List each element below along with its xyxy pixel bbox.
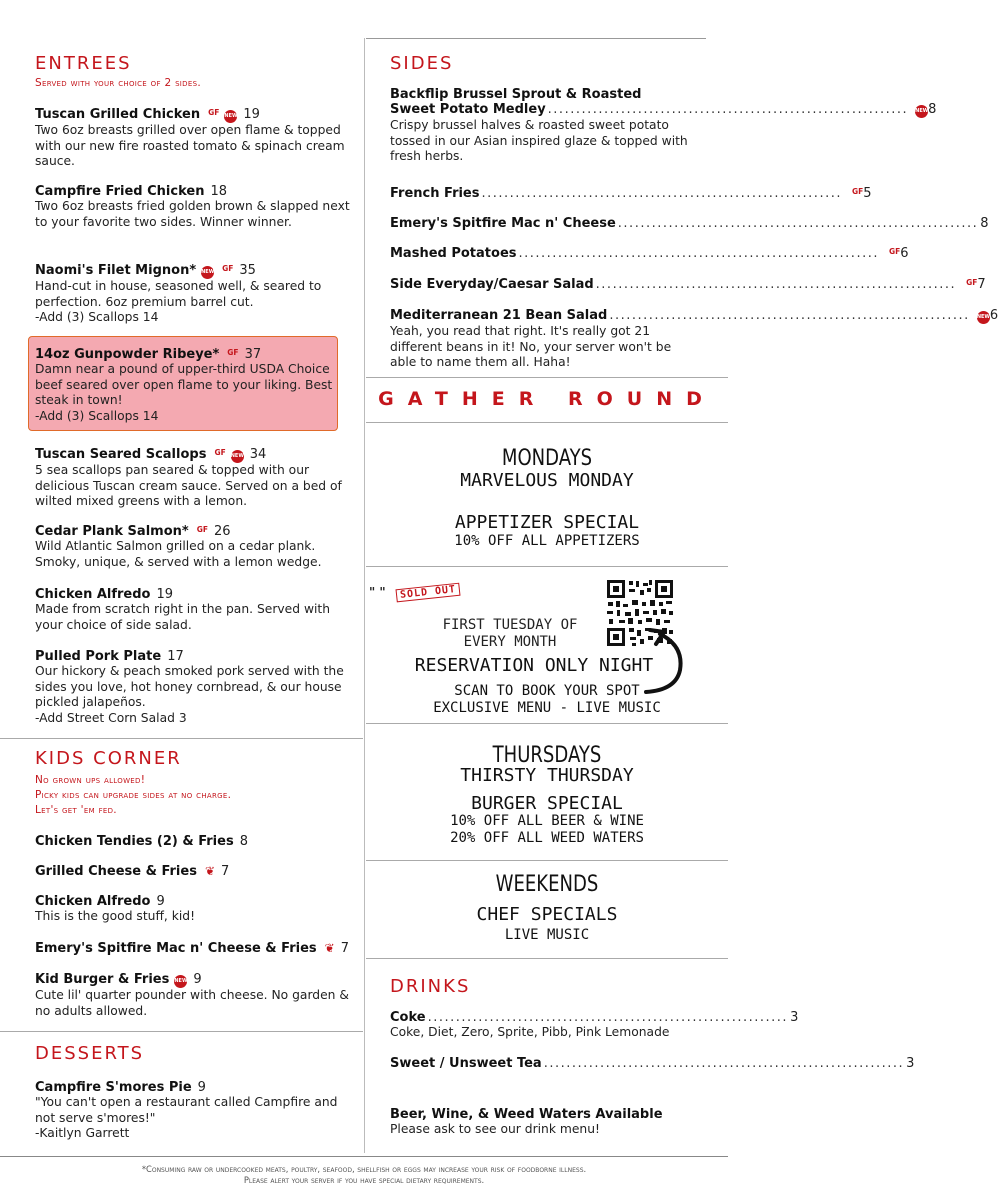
gf-tag: GF (222, 264, 234, 273)
gf-tag: GF (888, 247, 901, 256)
side-item: Emery's Spitfire Mac n' Cheese ................................................................ 8 (390, 216, 989, 231)
footer-divider (0, 1156, 728, 1157)
thursdays-special: BURGER SPECIAL (471, 793, 623, 814)
mondays-detail: 10% OFF ALL APPETIZERS (454, 533, 640, 549)
drinks-note: Beer, Wine, & Weed Waters Available Please ask to see our drink menu! (390, 1107, 663, 1136)
kids-item: Emery's Spitfire Mac n' Cheese & Fries ❦ 7 (35, 941, 349, 956)
kids-item: Grilled Cheese & Fries ❦ 7 (35, 864, 230, 879)
entree-item: Tuscan Seared Scallops GF NEW 34 5 sea scallops pan seared & topped with our delicious Tuscan cream sauce. Served on a bed of wilted mixed greens with a lemon. (35, 447, 342, 508)
side-item: Mashed Potatoes ................................................................ $^{GF}$ 6 (390, 246, 909, 261)
divider (0, 738, 363, 739)
kids-item: Chicken Alfredo 9 This is the good stuff, kid! (35, 894, 196, 923)
drink-item: Sweet / Unsweet Tea ................................................................ 3 (390, 1056, 915, 1071)
weekends-name: CHEF SPECIALS (476, 904, 618, 925)
gf-tag: GF (227, 348, 239, 357)
divider (366, 566, 728, 567)
pepper-icon: ❦ (324, 941, 335, 955)
thursdays-name: THIRSTY THURSDAY (460, 765, 634, 786)
mondays-heading: MONDAYS (501, 446, 593, 471)
new-badge-icon: NEW (224, 110, 237, 123)
new-badge-icon: NEW (915, 105, 928, 118)
tuesday-line4: SCAN TO BOOK YOUR SPOT (454, 683, 640, 699)
top-rule (366, 38, 706, 39)
gf-tag: GF (214, 448, 226, 457)
new-badge-icon: NEW (201, 266, 214, 279)
mondays-name: MARVELOUS MONDAY (460, 470, 634, 491)
entree-item: 14oz Gunpowder Ribeye* GF 37 Damn near a pound of upper-third USDA Choice beef seared over open flame to your liking. Best steak in town! -Add (3) Scallops 14 (35, 347, 333, 423)
entree-item: Chicken Alfredo 19 Made from scratch right in the pan. Served with your choice of side salad. (35, 587, 331, 632)
gather-round-title: GATHER ROUND (378, 388, 716, 410)
leader-dots: ................................................................ (427, 1010, 789, 1025)
gf-tag: GF (966, 278, 978, 287)
divider (366, 422, 728, 423)
kids-subtitle-2: Picky kids can upgrade sides at no charge. (35, 789, 232, 801)
entree-item: Pulled Pork Plate 17 Our hickory & peach smoked pork served with the sides you love, hot honey cornbread, & our house pickled jalapeños. -Add Street Corn Salad 3 (35, 649, 344, 725)
leader-dots: ................................................................ (595, 277, 957, 292)
gf-tag: GF (208, 108, 220, 117)
side-item: Mediterranean 21 Bean Salad ................................................................ NEW 6 Yeah, you read that right. It's really got 21 different beans in it! No, your server won't be able to name them all. Haha! (390, 308, 998, 369)
kids-title: KIDS CORNER (35, 748, 182, 769)
new-badge-icon: NEW (231, 450, 244, 463)
leader-dots: ................................................................ (547, 102, 909, 117)
gf-tag: GF (851, 187, 864, 196)
sides-title: SIDES (390, 53, 454, 74)
entree-item: Cedar Plank Salmon* GF 26 Wild Atlantic Salmon grilled on a cedar plank. Smoky, unique, & served with a lemon wedge. (35, 524, 322, 569)
leader-dots: ................................................................ (518, 246, 879, 261)
new-badge-icon: NEW (174, 975, 187, 988)
tuesday-line3: RESERVATION ONLY NIGHT (414, 655, 654, 676)
kids-subtitle-3: Let's get 'em fed. (35, 804, 117, 816)
thursdays-detail1: 10% OFF ALL BEER & WINE (450, 813, 644, 829)
kids-item: Kid Burger & Fries NEW 9 Cute lil' quarter pounder with cheese. No garden & no adults allowed. (35, 972, 349, 1018)
gf-tag: GF (196, 525, 208, 534)
divider (366, 958, 728, 959)
divider (366, 723, 728, 724)
leader-dots: ................................................................ (617, 216, 979, 231)
weekends-detail: LIVE MUSIC (504, 927, 590, 943)
tuesday-line1: FIRST TUESDAY OF (442, 617, 578, 633)
kids-item: Chicken Tendies (2) & Fries 8 (35, 834, 248, 849)
divider (0, 1031, 363, 1032)
entree-item: Tuscan Grilled Chicken GF NEW 19 Two 6oz breasts grilled over open flame & topped with our new fire roasted tomato & spinach cream sauce. (35, 107, 345, 168)
column-divider (364, 38, 365, 1153)
side-item: Backflip Brussel Sprout & Roasted Sweet Potato Medley ................................................................ NEW 8 Crispy brussel halves & roasted sweet potato tossed in our Asian inspired glaze & topped with fresh herbs. (390, 87, 937, 163)
drink-item: Coke ................................................................ 3 Coke, Diet, Zero, Sprite, Pibb, Pink Lemonade (390, 1010, 799, 1039)
kids-subtitle-1: No grown ups allowed! (35, 774, 146, 786)
side-item: French Fries ................................................................ $^{GF}$ 5 (390, 186, 872, 201)
sold-out-stamp: SOLD OUT (395, 583, 460, 603)
drinks-title: DRINKS (390, 976, 471, 997)
entrees-title: ENTREES (35, 53, 132, 74)
entrees-subtitle: Served with your choice of 2 sides. (35, 77, 201, 89)
divider (366, 377, 728, 378)
footer-disclaimer: *Consuming raw or undercooked meats, poultry, seafood, shellfish or eggs may increase your risk of foodborne illness. Please alert your server if you have special dietary requirements. (141, 1164, 587, 1185)
new-badge-icon: NEW (977, 311, 990, 324)
pepper-icon: ❦ (204, 864, 216, 878)
tuesday-line5: EXCLUSIVE MENU - LIVE MUSIC (433, 700, 661, 716)
leader-dots: ................................................................ (609, 308, 970, 323)
tuesday-line2: EVERY MONTH (463, 634, 557, 650)
entree-item: Naomi's Filet Mignon* NEW GF 35 Hand-cut in house, seasoned well, & seared to perfection. 6oz premium barrel cut. -Add (3) Scallops 14 (35, 263, 322, 324)
leader-dots: ................................................................ (481, 186, 842, 201)
desserts-title: DESSERTS (35, 1043, 145, 1064)
tuesday-quote: " " (369, 585, 386, 599)
weekends-heading: WEEKENDS (495, 872, 599, 897)
side-item: Side Everyday/Caesar Salad ................................................................ $^{GF}$ 7 (390, 277, 986, 292)
thursdays-detail2: 20% OFF ALL WEED WATERS (450, 830, 644, 846)
entree-item: Campfire Fried Chicken 18 Two 6oz breasts fried golden brown & slapped next to your favorite two sides. Winner winner. (35, 184, 350, 229)
dessert-item: Campfire S'mores Pie 9 "You can't open a restaurant called Campfire and not serve s'mores!" -Kaitlyn Garrett (35, 1080, 338, 1140)
divider (366, 860, 728, 861)
mondays-special: APPETIZER SPECIAL (454, 512, 640, 533)
thursdays-heading: THURSDAYS (492, 743, 602, 768)
leader-dots: ................................................................ (543, 1056, 905, 1071)
